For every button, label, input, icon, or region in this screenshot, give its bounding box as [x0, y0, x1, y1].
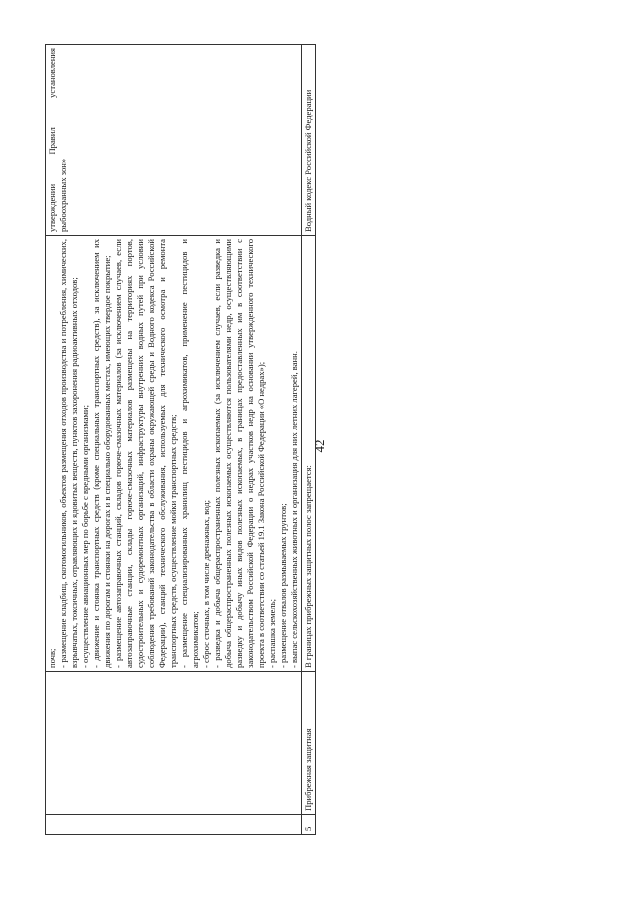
row-number-cell: 5 — [302, 815, 316, 835]
restriction-item: - выпас сельскохозяйственных животных и организация для них летних лагерей, ванн. — [289, 351, 299, 668]
restriction-item: - размещение специализированных хранилищ пестицидов и агрохимикатов, применение пестицидов и агрохимикатов; — [179, 239, 200, 668]
restriction-item: - размещение отвалов размываемых грунтов; — [278, 503, 288, 668]
restriction-item: почв; — [47, 648, 57, 668]
zone-name-cell — [46, 672, 302, 815]
regulation-table — [45, 44, 316, 835]
table-row — [302, 45, 316, 835]
restriction-item: - размещение кладбищ, скотомогильников, объектов размещения отходов производства и потребления, химических, взрывчатых, токсичных, отравляющих и ядовитых веществ, пунктов захоронения радиоактивных отходов; — [58, 239, 79, 668]
restriction-item: - распашка земель; — [267, 598, 277, 668]
table-row — [46, 45, 302, 835]
restriction-item: - осуществление авиационных мер по борьбе с вредными организмами; — [80, 405, 90, 668]
rotated-page-content — [45, 45, 590, 835]
page-number: 42 — [312, 439, 327, 453]
restriction-item: - движение и стоянка транспортных средств (кроме специальных транспортных средств), за исключением их движения по дорогам и стоянки на дорогах и в специально оборудованных местах, имеющих твердое покрытие; — [91, 239, 112, 668]
row-number-cell — [46, 815, 302, 835]
restrictions-cell: В границах прибрежных защитных полос запрещается: — [302, 236, 316, 672]
legal-basis-cell — [46, 45, 302, 236]
restriction-item: - разведка и добыча общераспространенных полезных ископаемых (за исключением случаев, если разведка и добыча общераспространенных полезных ископаемых осуществляются пользователями недр, осуществляющими разведку и добычу иных видов полезных ископаемых, в границах предоставленных им в соответствии с законодательством Российской Федерации о недрах участков недр на основании утвержденного технического проекта в соответствии со статьей 19.1 Закона Российской Федерации «О недрах»); — [212, 239, 266, 668]
zone-name-cell: Прибрежная защитная — [302, 672, 316, 815]
restriction-item: - размещение автозаправочных станций, складов горюче-смазочных материалов (за исключением случаев, если автозаправочные станции, склады горюче-смазочных материалов размещены на территориях портов, судостроительных и судоремонтных организаций, инфраструктуры внутренних водных путей при условии соблюдения требований законодательства в области охраны окружающей среды и Водного кодекса Российской Федерации), станций технического обслуживания, используемых для технического осмотра и ремонта транспортных средств, осуществление мойки транспортных средств; — [113, 239, 178, 668]
restrictions-cell — [46, 236, 302, 672]
restriction-item: - сброс сточных, в том числе дренажных, вод; — [201, 499, 211, 668]
legal-basis-text: утверждении Правил установления рыбоохранных зон» — [47, 48, 68, 232]
legal-basis-cell: Водный кодекс Российской Федерации — [302, 45, 316, 236]
